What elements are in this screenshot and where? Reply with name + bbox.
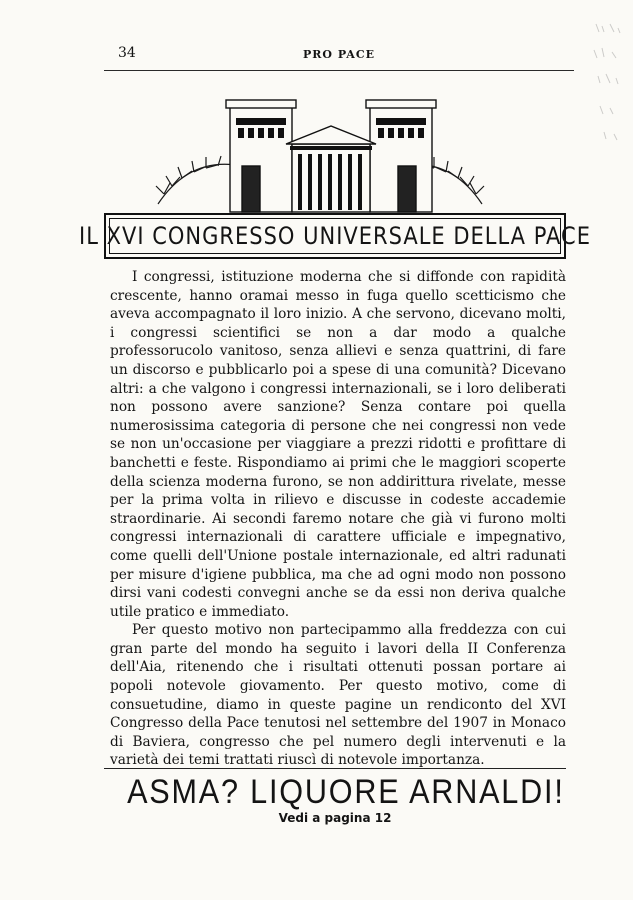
temple-with-laurels-icon xyxy=(150,96,490,214)
page-number: 34 xyxy=(118,45,136,61)
running-title: PRO PACE xyxy=(303,48,375,61)
advertisement xyxy=(104,768,566,825)
bleed-through-marks xyxy=(590,14,626,164)
paragraph-1: I congressi, istituzione moderna che si diffonde con rapidità crescente, hanno oramai messo in fuga quello scetticismo che aveva accompagnato il loro inizio. A che servono, dicevano molti, i congressi scientifici se non a dar modo a qualche professorucolo vanitoso, senza allievi e senza quattrini, di fare un discorso e pubblicarlo poi a spese di una comunità? Dicevano altri: a che valgono i congressi internazionali, se i loro deliberati non possono avere sanzione? Senza contare poi quella numerosissima categoria di persone che nei congressi non vede se non un'occasione per viaggiare a prezzi ridotti e profittare di banchetti e feste. Rispondiamo ai primi che le maggiori scoperte della scienza moderna furono, se non addirittura rivelate, messe per la prima volta in rilievo e discusse in codeste accademie straordinarie. Ai secondi faremo notare che già vi furono molti congressi internazionali di carattere ufficiale e impegnativo, come quelli dell'Unione postale internazionale, ed altri radunati per misure d'igiene pubblica, ma che ad ogni modo non possono dirsi vani codesti convegni anche se da essi non deriva qualche utile pratico e immediato. xyxy=(110,269,566,620)
paragraph-2: Per questo motivo non partecipammo alla freddezza con cui gran parte del mondo ha seguito i lavori della II Conferenza dell'Aia, ritenendo che i risultati ottenuti possan portare ai popoli notevole giovamento. Per questo motivo, come di consuetudine, diamo in queste pagine un rendiconto del XVI Congresso della Pace tenutosi nel settembre del 1907 in Monaco di Baviera, congresso che pel numero degli intervenuti e la varietà dei temi trattati riuscì di notevole importanza. xyxy=(110,622,566,769)
article-title: IL XVI CONGRESSO UNIVERSALE DELLA PACE xyxy=(79,222,591,250)
article-body xyxy=(110,268,566,770)
article-title-banner xyxy=(79,213,591,259)
advertisement-headline: ASMA? LIQUORE ARNALDI! xyxy=(127,773,565,811)
advertisement-subline: Vedi a pagina 12 xyxy=(278,811,392,825)
page-header xyxy=(104,40,574,71)
